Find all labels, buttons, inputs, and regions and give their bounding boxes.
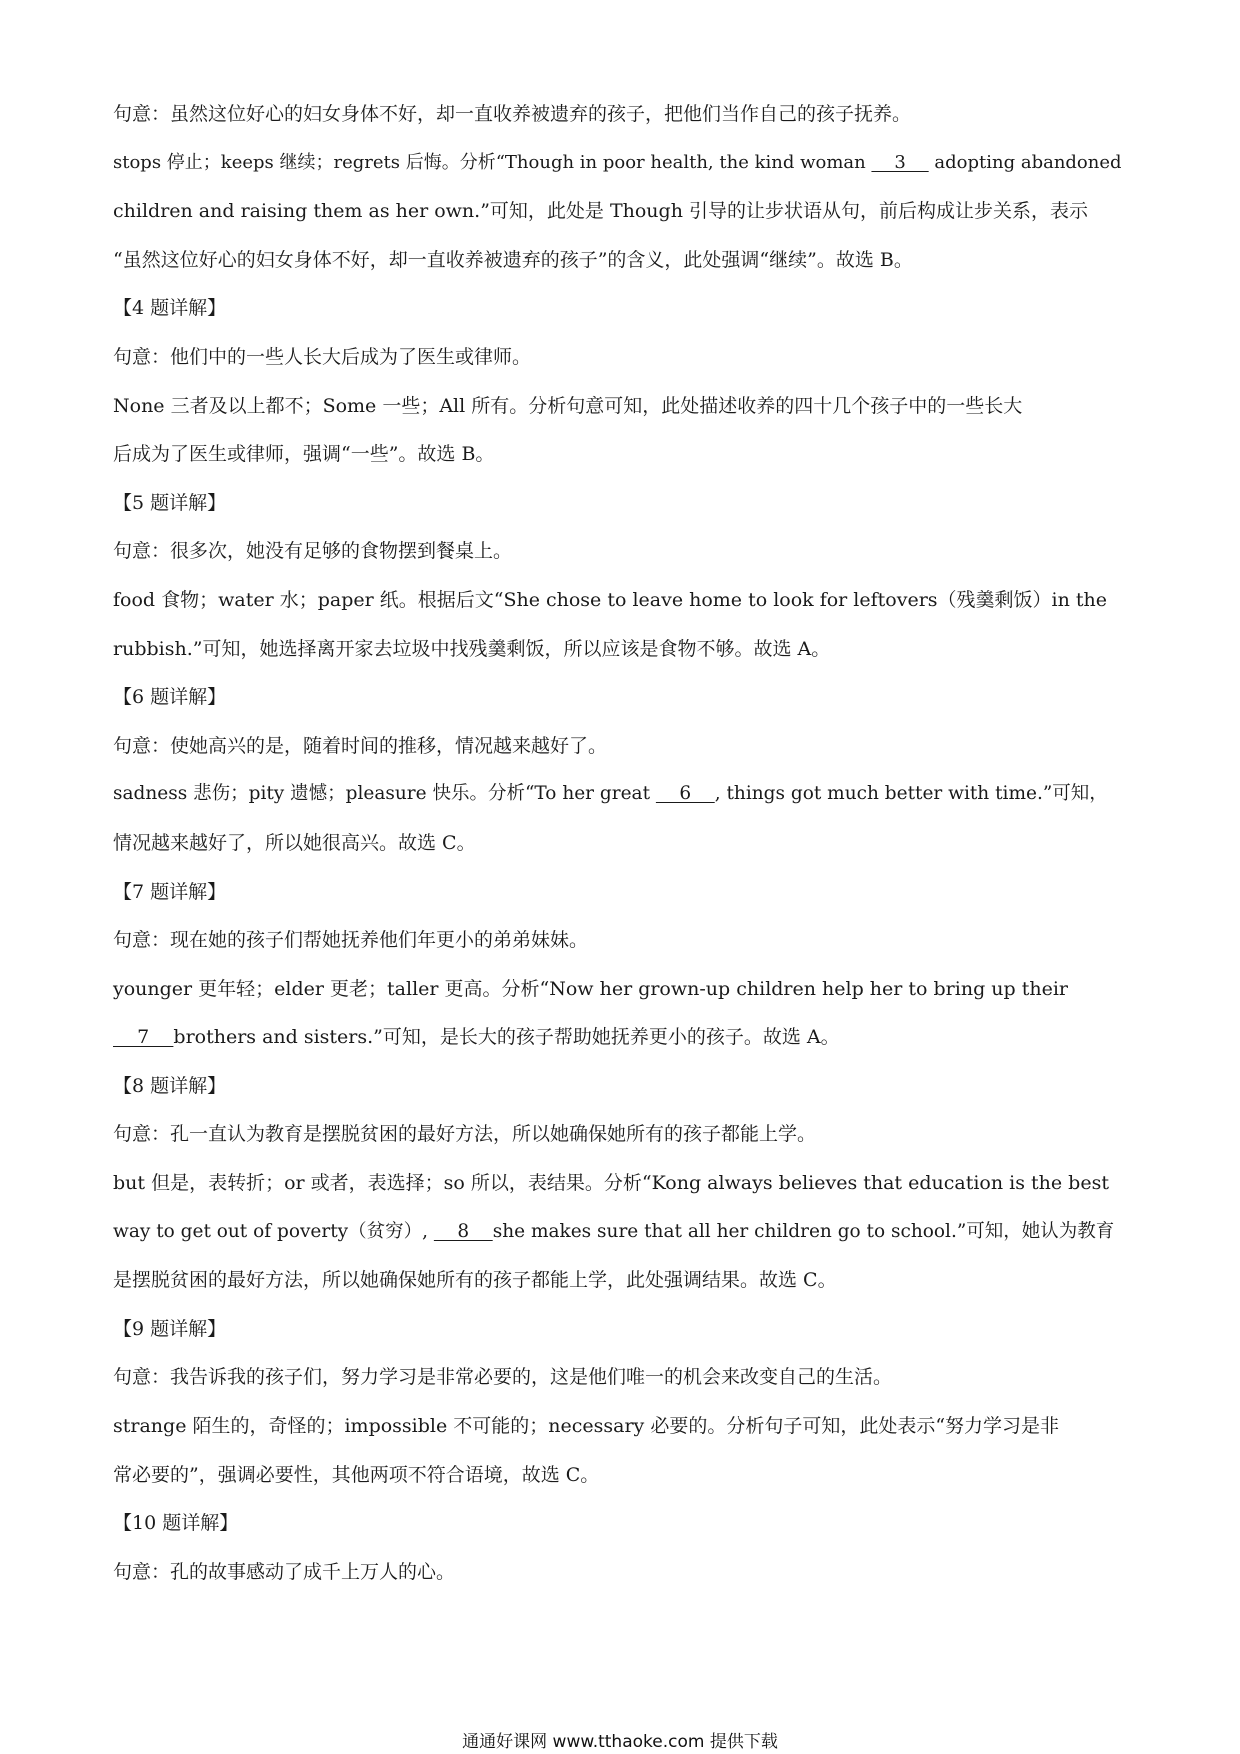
text-line: 情况越来越好了，所以她很高兴。故选 C。	[113, 831, 476, 854]
line-text-before: sadness 悲伤；pity 遗憾；pleasure 快乐。分析“To her great	[113, 783, 656, 805]
document-body	[113, 102, 1133, 1584]
line-text-before: stops 停止；keeps 继续；regrets 后悔。分析“Though in poor health, the kind woman	[113, 151, 872, 173]
text-line-with-blank	[113, 782, 1133, 806]
section-heading: 【7 题详解】	[113, 880, 227, 903]
line-text-after: , things got much better with time.”可知，	[714, 783, 1108, 805]
section-heading: 【4 题详解】	[113, 297, 227, 320]
text-line: but 但是，表转折；or 或者，表选择；so 所以，表结果。分析“Kong always believes that education is the best	[113, 1172, 1109, 1195]
text-line: food 食物；water 水；paper 纸。根据后文“She chose to leave home to look for leftovers（残羹剩饭）in the	[113, 588, 1108, 611]
answer-blank: 6	[655, 783, 715, 805]
text-line: strange 陌生的，奇怪的；impossible 不可能的；necessary 必要的。分析句子可知，此处表示“努力学习是非	[113, 1415, 1060, 1438]
text-line: 句意：孔的故事感动了成千上万人的心。	[113, 1560, 456, 1583]
text-line: 句意：虽然这位好心的妇女身体不好，却一直收养被遗弃的孩子，把他们当作自己的孩子抚养。	[113, 103, 912, 125]
text-line: children and raising them as her own.”可知，此处是 Though 引导的让步状语从句，前后构成让步关系，表示	[113, 200, 1088, 223]
text-line: 是摆脱贫困的最好方法，所以她确保她所有的孩子都能上学，此处强调结果。故选 C。	[113, 1269, 837, 1292]
section-heading: 【10 题详解】	[113, 1512, 239, 1535]
text-line-with-blank	[113, 1220, 1133, 1244]
section-heading: 【5 题详解】	[113, 491, 227, 514]
section-heading: 【9 题详解】	[113, 1317, 227, 1340]
answer-blank: 7	[113, 1026, 174, 1049]
section-heading: 【8 题详解】	[113, 1074, 227, 1097]
text-line-with-blank	[113, 151, 1133, 175]
text-line-with-blank	[113, 1025, 1133, 1049]
page-footer: 通通好课网 www.tthaoke.com 提供下载	[462, 1732, 778, 1752]
text-line: 句意：孔一直认为教育是摆脱贫困的最好方法，所以她确保她所有的孩子都能上学。	[113, 1123, 817, 1146]
text-line: 后成为了医生或律师，强调“一些”。故选 B。	[113, 443, 495, 466]
answer-blank: 8	[433, 1220, 493, 1242]
text-line: 句意：现在她的孩子们帮她抚养他们年更小的弟弟妹妹。	[113, 929, 589, 952]
text-line: 句意：很多次，她没有足够的食物摆到餐桌上。	[113, 540, 513, 563]
text-line: younger 更年轻；elder 更老；taller 更高。分析“Now her grown-up children help her to bring up their	[113, 977, 1068, 1000]
text-line: 句意：使她高兴的是，随着时间的推移，情况越来越好了。	[113, 734, 608, 757]
line-text-after: brothers and sisters.”可知，是长大的孩子帮助她抚养更小的孩子。故选 A。	[173, 1026, 840, 1049]
line-text-after: she makes sure that all her children go to school.”可知，她认为教育	[492, 1220, 1115, 1242]
text-line: rubbish.”可知，她选择离开家去垃圾中找残羹剩饭，所以应该是食物不够。故选 A。	[113, 637, 831, 660]
section-heading: 【6 题详解】	[113, 686, 227, 709]
text-line: 常必要的”，强调必要性，其他两项不符合语境，故选 C。	[113, 1463, 600, 1486]
text-line: “虽然这位好心的妇女身体不好，却一直收养被遗弃的孩子”的含义，此处强调“继续”。故选 B。	[113, 248, 913, 271]
line-text-before: way to get out of poverty（贫穷）,	[113, 1220, 434, 1242]
line-text-after: adopting abandoned	[928, 151, 1122, 173]
answer-blank: 3	[871, 151, 929, 173]
text-line: 句意：他们中的一些人长大后成为了医生或律师。	[113, 345, 532, 368]
text-line: 句意：我告诉我的孩子们，努力学习是非常必要的，这是他们唯一的机会来改变自己的生活。	[113, 1366, 893, 1389]
text-line: None 三者及以上都不；Some 一些；All 所有。分析句意可知，此处描述收养的四十几个孩子中的一些长大	[113, 394, 1023, 417]
